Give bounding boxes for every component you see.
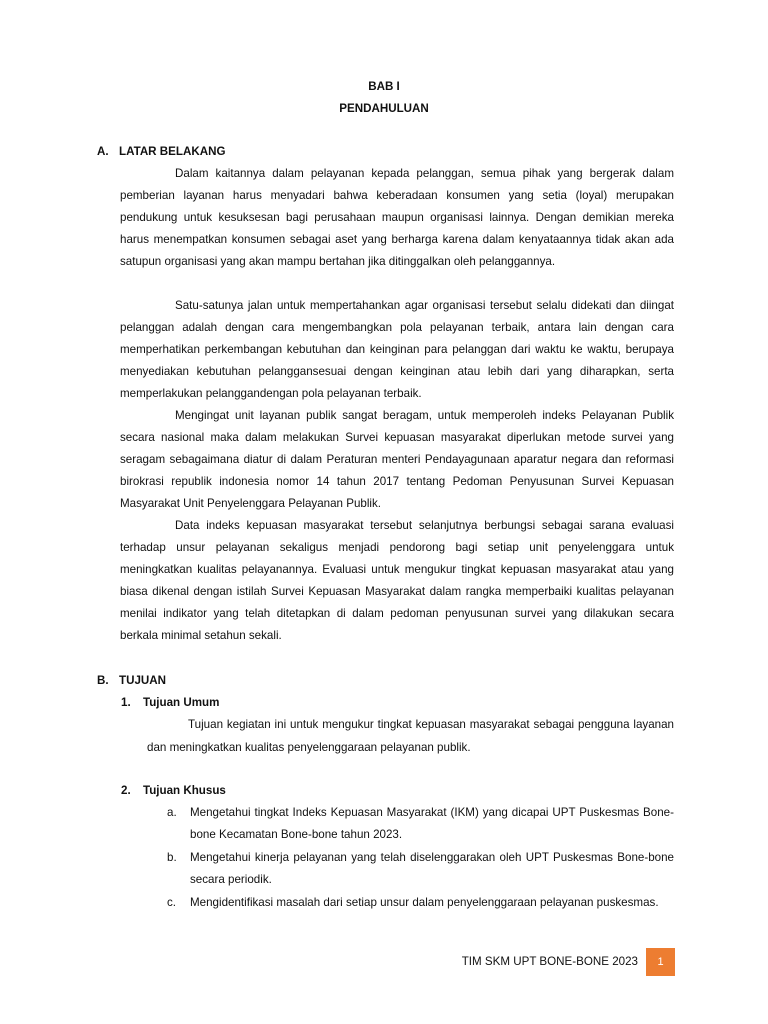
list-item-text: Mengetahui tingkat Indeks Kepuasan Masyarakat (IKM) yang dicapai UPT Puskesmas Bone-bone Kecamatan Bone-bone tahun 2023. xyxy=(190,806,674,842)
objective-list xyxy=(162,802,674,914)
paragraph: Tujuan kegiatan ini untuk mengukur tingkat kepuasan masyarakat sebagai pengguna layanan dan meningkatkan kualitas penyelenggaraan pelayanan publik. xyxy=(147,718,674,754)
chapter-title: PENDAHULUAN xyxy=(339,102,429,115)
subsection-1-title: Tujuan Umum xyxy=(143,696,220,709)
section-b-title: TUJUAN xyxy=(119,674,167,687)
list-item-letter: c. xyxy=(167,895,177,909)
page-number-badge: 1 xyxy=(646,948,675,976)
section-a-letter: A. xyxy=(97,145,109,158)
paragraph: Satu-satunya jalan untuk mempertahankan agar organisasi tersebut selalu didekati dan diingat pelanggan adalah dengan cara mengembangkan pola pelayanan terbaik, antara lain dengan cara memperhatikan perkembangan kebutuhan dan keinginan para pelanggan dari waktu ke waktu, berupaya menyediakan kebutuhan pelanggansesuai dengan keinginan atau lebih dari yang diharapkan, serta memperlakukan pelanggandengan pola pelayanan terbaik. xyxy=(120,299,674,401)
subsection-2-title: Tujuan Khusus xyxy=(143,784,226,797)
section-b-letter: B. xyxy=(97,674,109,687)
paragraph: Dalam kaitannya dalam pelayanan kepada pelanggan, semua pihak yang bergerak dalam pemberian layanan harus menyadari bahwa keberadaan konsumen yang setia (loyal) merupakan pendukung untuk kesuksesan bagi perusahaan maupun organisasi lainnya. Dengan demikian mereka harus menempatkan konsumen sebagai aset yang berharga karena dalam kenyataannya tidak akan ada satupun organisasi yang akan mampu bertahan jika ditinggalkan oleh pelanggannya. xyxy=(120,167,674,269)
list-item-letter: b. xyxy=(167,850,177,864)
paragraph: Mengingat unit layanan publik sangat beragam, untuk memperoleh indeks Pelayanan Publik secara nasional maka dalam melakukan Survei kepuasan masyarakat diperlukan metode survei yang seragam sebagaimana diatur di dalam Peraturan menteri Pendayagunaan aparatur negara dan reformasi birokrasi republik indonesia nomor 14 tahun 2017 tentang Pedoman Penyusunan Survei Kepuasan Masyarakat Unit Penyelenggara Pelayanan Publik. xyxy=(120,409,674,511)
chapter-label: BAB I xyxy=(368,80,400,93)
list-item xyxy=(162,802,674,847)
list-item xyxy=(162,847,674,892)
section-a-title: LATAR BELAKANG xyxy=(119,145,226,158)
subsection-2-number: 2. xyxy=(121,784,131,797)
subsection-1-number: 1. xyxy=(121,696,131,709)
list-item-text: Mengetahui kinerja pelayanan yang telah diselenggarakan oleh UPT Puskesmas Bone-bone secara periodik. xyxy=(190,850,674,887)
paragraph: Data indeks kepuasan masyarakat tersebut selanjutnya berbungsi sebagai sarana evaluasi terhadap unsur pelayanan sekaligus menjadi pendorong bagi setiap unit penyelenggara untuk meningkatkan kualitas pelayanannya. Evaluasi untuk mengukur tingkat kepuasan masyarakat atau yang biasa dikenal dengan istilah Survei Kepuasan Masyarakat dalam rangka memperbaiki kualitas pelayanan menilai indikator yang telah ditetapkan di dalam pedoman penyusunan survei yang dilakukan secara berkala minimal setahun sekali. xyxy=(120,519,674,643)
list-item-letter: a. xyxy=(167,806,177,819)
list-item xyxy=(162,892,674,914)
list-item-text: Mengidentifikasi masalah dari setiap unsur dalam penyelenggaraan pelayanan puskesmas. xyxy=(190,895,659,909)
footer-text: TIM SKM UPT BONE-BONE 2023 xyxy=(461,955,638,968)
